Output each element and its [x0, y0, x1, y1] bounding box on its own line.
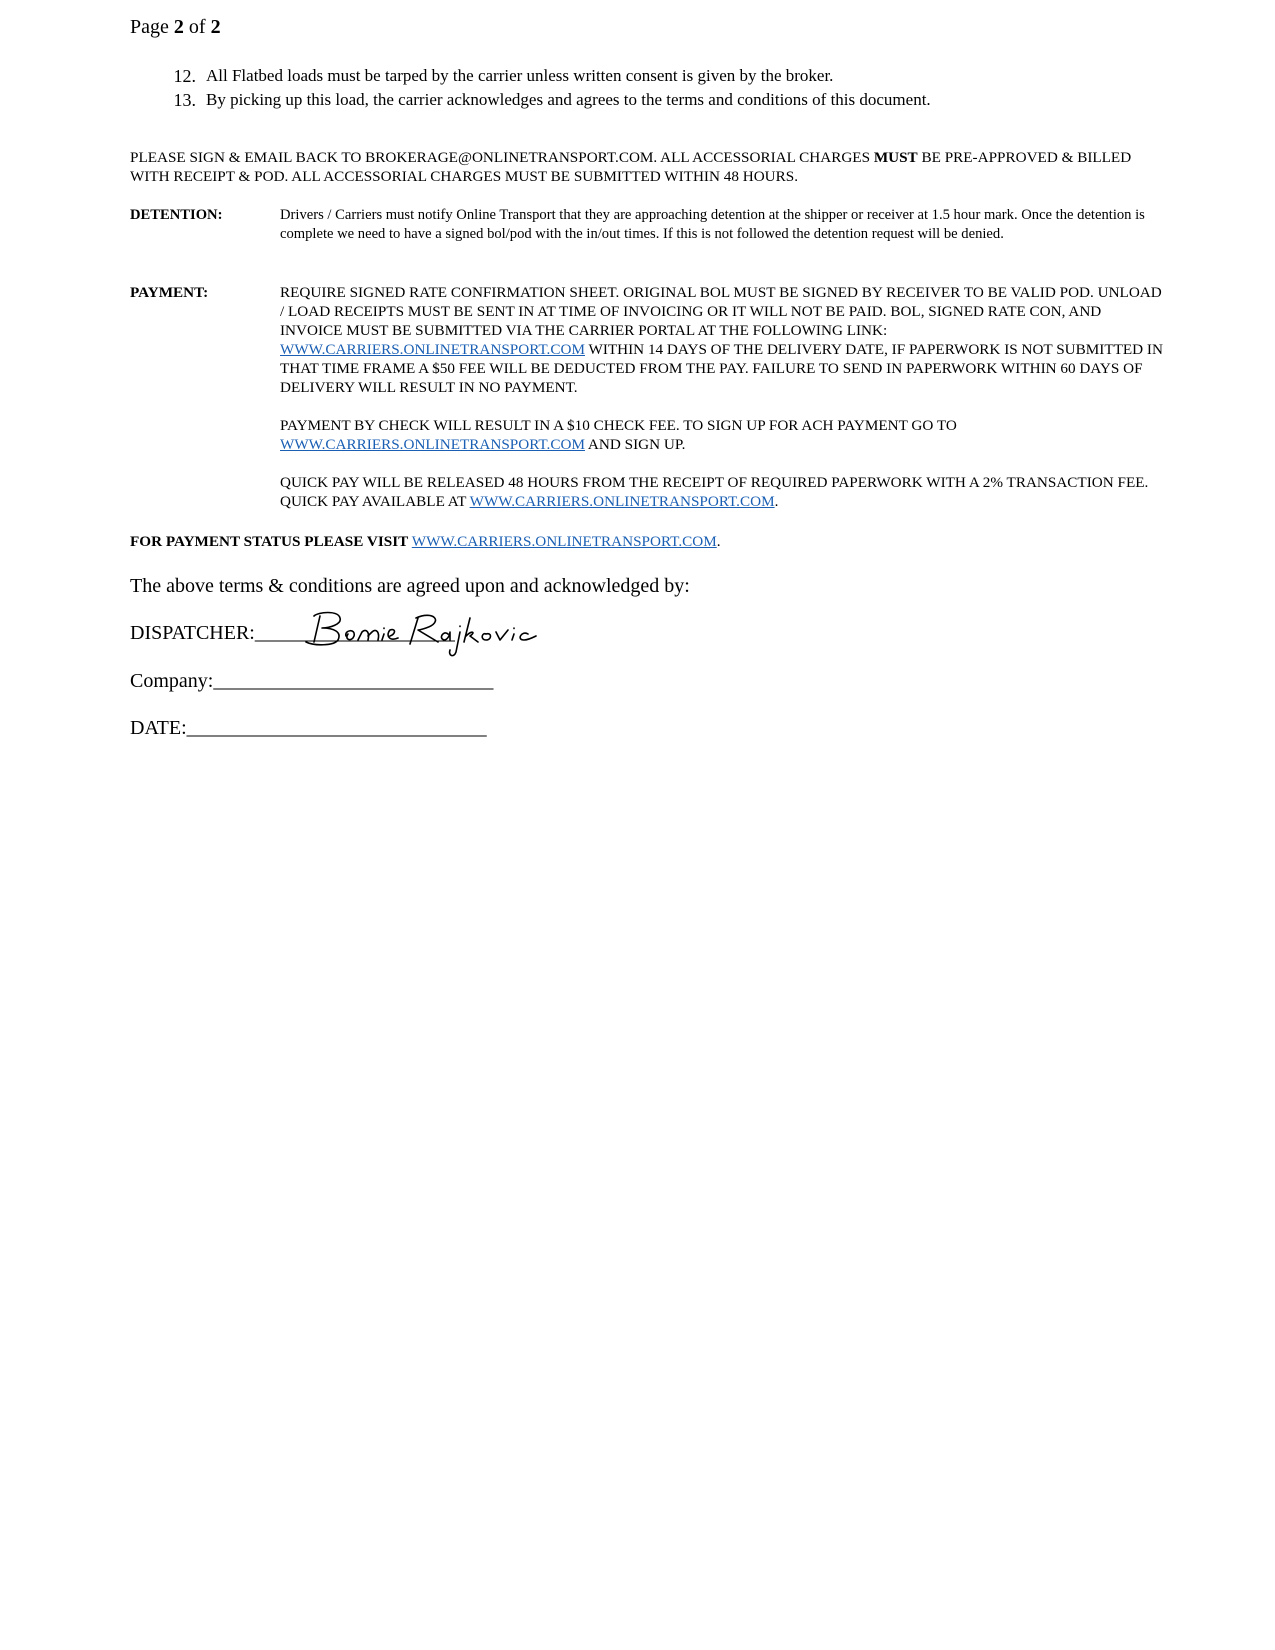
payment-text: QUICK PAY WILL BE RELEASED 48 HOURS FROM THE RECEIPT OF REQUIRED PAPERWORK WITH A 2% TRANSACTION FEE. QUICK PAY AVAILABLE AT — [280, 474, 1149, 510]
ach-signup-link[interactable]: WWW.CARRIERS.ONLINETRANSPORT.COM — [280, 436, 585, 453]
payment-body — [280, 283, 1165, 511]
payment-text: REQUIRE SIGNED RATE CONFIRMATION SHEET. ORIGINAL BOL MUST BE SIGNED BY RECEIVER TO BE VALID POD. UNLOAD / LOAD RECEIPTS MUST BE SENT IN AT TIME OF INVOICING OR IT WILL NOT BE PAID. BOL, SIGNED RATE CON, AND INVOICE MUST BE SUBMITTED VIA THE CARRIER PORTAL AT THE FOLLOWING LINK: — [280, 284, 1162, 339]
terms-list — [130, 64, 931, 112]
payment-status-line — [130, 533, 721, 551]
term-text: By picking up this load, the carrier acknowledges and agrees to the terms and conditions of this document. — [206, 90, 931, 109]
page-of: of — [188, 16, 206, 38]
payment-paragraph — [280, 416, 1165, 454]
detention-section — [130, 206, 1170, 244]
payment-text: AND SIGN UP. — [584, 436, 686, 453]
carrier-portal-link[interactable]: WWW.CARRIERS.ONLINETRANSPORT.COM — [280, 341, 585, 358]
detention-label: DETENTION: — [130, 207, 223, 223]
payment-status-label: FOR PAYMENT STATUS PLEASE VISIT — [130, 533, 409, 550]
page-word: Page — [130, 16, 169, 38]
notice-bold: MUST — [873, 149, 918, 166]
term-item — [130, 88, 931, 112]
company-signature-line: Company:____________________________ — [130, 670, 494, 692]
page-number — [130, 16, 221, 39]
payment-text: PAYMENT BY CHECK WILL RESULT IN A $10 CHECK FEE. TO SIGN UP FOR ACH PAYMENT GO TO — [280, 417, 957, 434]
dispatcher-signature-line: DISPATCHER:____________________ — [130, 622, 455, 644]
payment-status-link[interactable]: WWW.CARRIERS.ONLINETRANSPORT.COM — [411, 533, 717, 550]
payment-section — [130, 283, 1170, 511]
page-total: 2 — [210, 16, 221, 38]
page-current: 2 — [173, 16, 184, 38]
payment-paragraph — [280, 473, 1165, 511]
term-number: 12. — [173, 66, 196, 86]
payment-text: . — [774, 493, 779, 510]
quick-pay-link[interactable]: WWW.CARRIERS.ONLINETRANSPORT.COM — [469, 493, 775, 510]
date-signature-line: DATE:______________________________ — [130, 717, 487, 739]
term-item — [130, 64, 931, 88]
agreement-statement: The above terms & conditions are agreed upon and acknowledged by: — [130, 575, 690, 597]
sign-email-notice — [130, 148, 1160, 186]
payment-label: PAYMENT: — [130, 284, 209, 301]
payment-text: WITHIN 14 DAYS OF THE DELIVERY DATE, IF PAPERWORK IS NOT SUBMITTED IN THAT TIME FRAME A $50 FEE WILL BE DEDUCTED FROM THE PAY. FAILURE TO SEND IN PAPERWORK WITHIN 60 DAYS OF DELIVERY WILL RESULT IN NO PAYMENT. — [280, 341, 1163, 396]
notice-part2: BE PRE-APPROVED & BILLED WITH RECEIPT & POD. ALL ACCESSORIAL CHARGES MUST BE SUBMITTED WITHIN 48 HOURS. — [130, 149, 1132, 185]
detention-text: Drivers / Carriers must notify Online Transport that they are approaching detention at the shipper or receiver at 1.5 hour mark. Once the detention is complete we need to have a signed bol/pod with the in/out times. If this is not followed the detention request will be denied. — [280, 207, 1145, 242]
payment-status-period: . — [716, 533, 721, 550]
term-text: All Flatbed loads must be tarped by the carrier unless written consent is given by the broker. — [206, 66, 834, 85]
payment-paragraph — [280, 283, 1165, 397]
dispatcher-signature-image — [300, 606, 560, 666]
term-number: 13. — [173, 90, 196, 110]
notice-part1: PLEASE SIGN & EMAIL BACK TO BROKERAGE@ONLINETRANSPORT.COM. ALL ACCESSORIAL CHARGES — [130, 149, 874, 166]
